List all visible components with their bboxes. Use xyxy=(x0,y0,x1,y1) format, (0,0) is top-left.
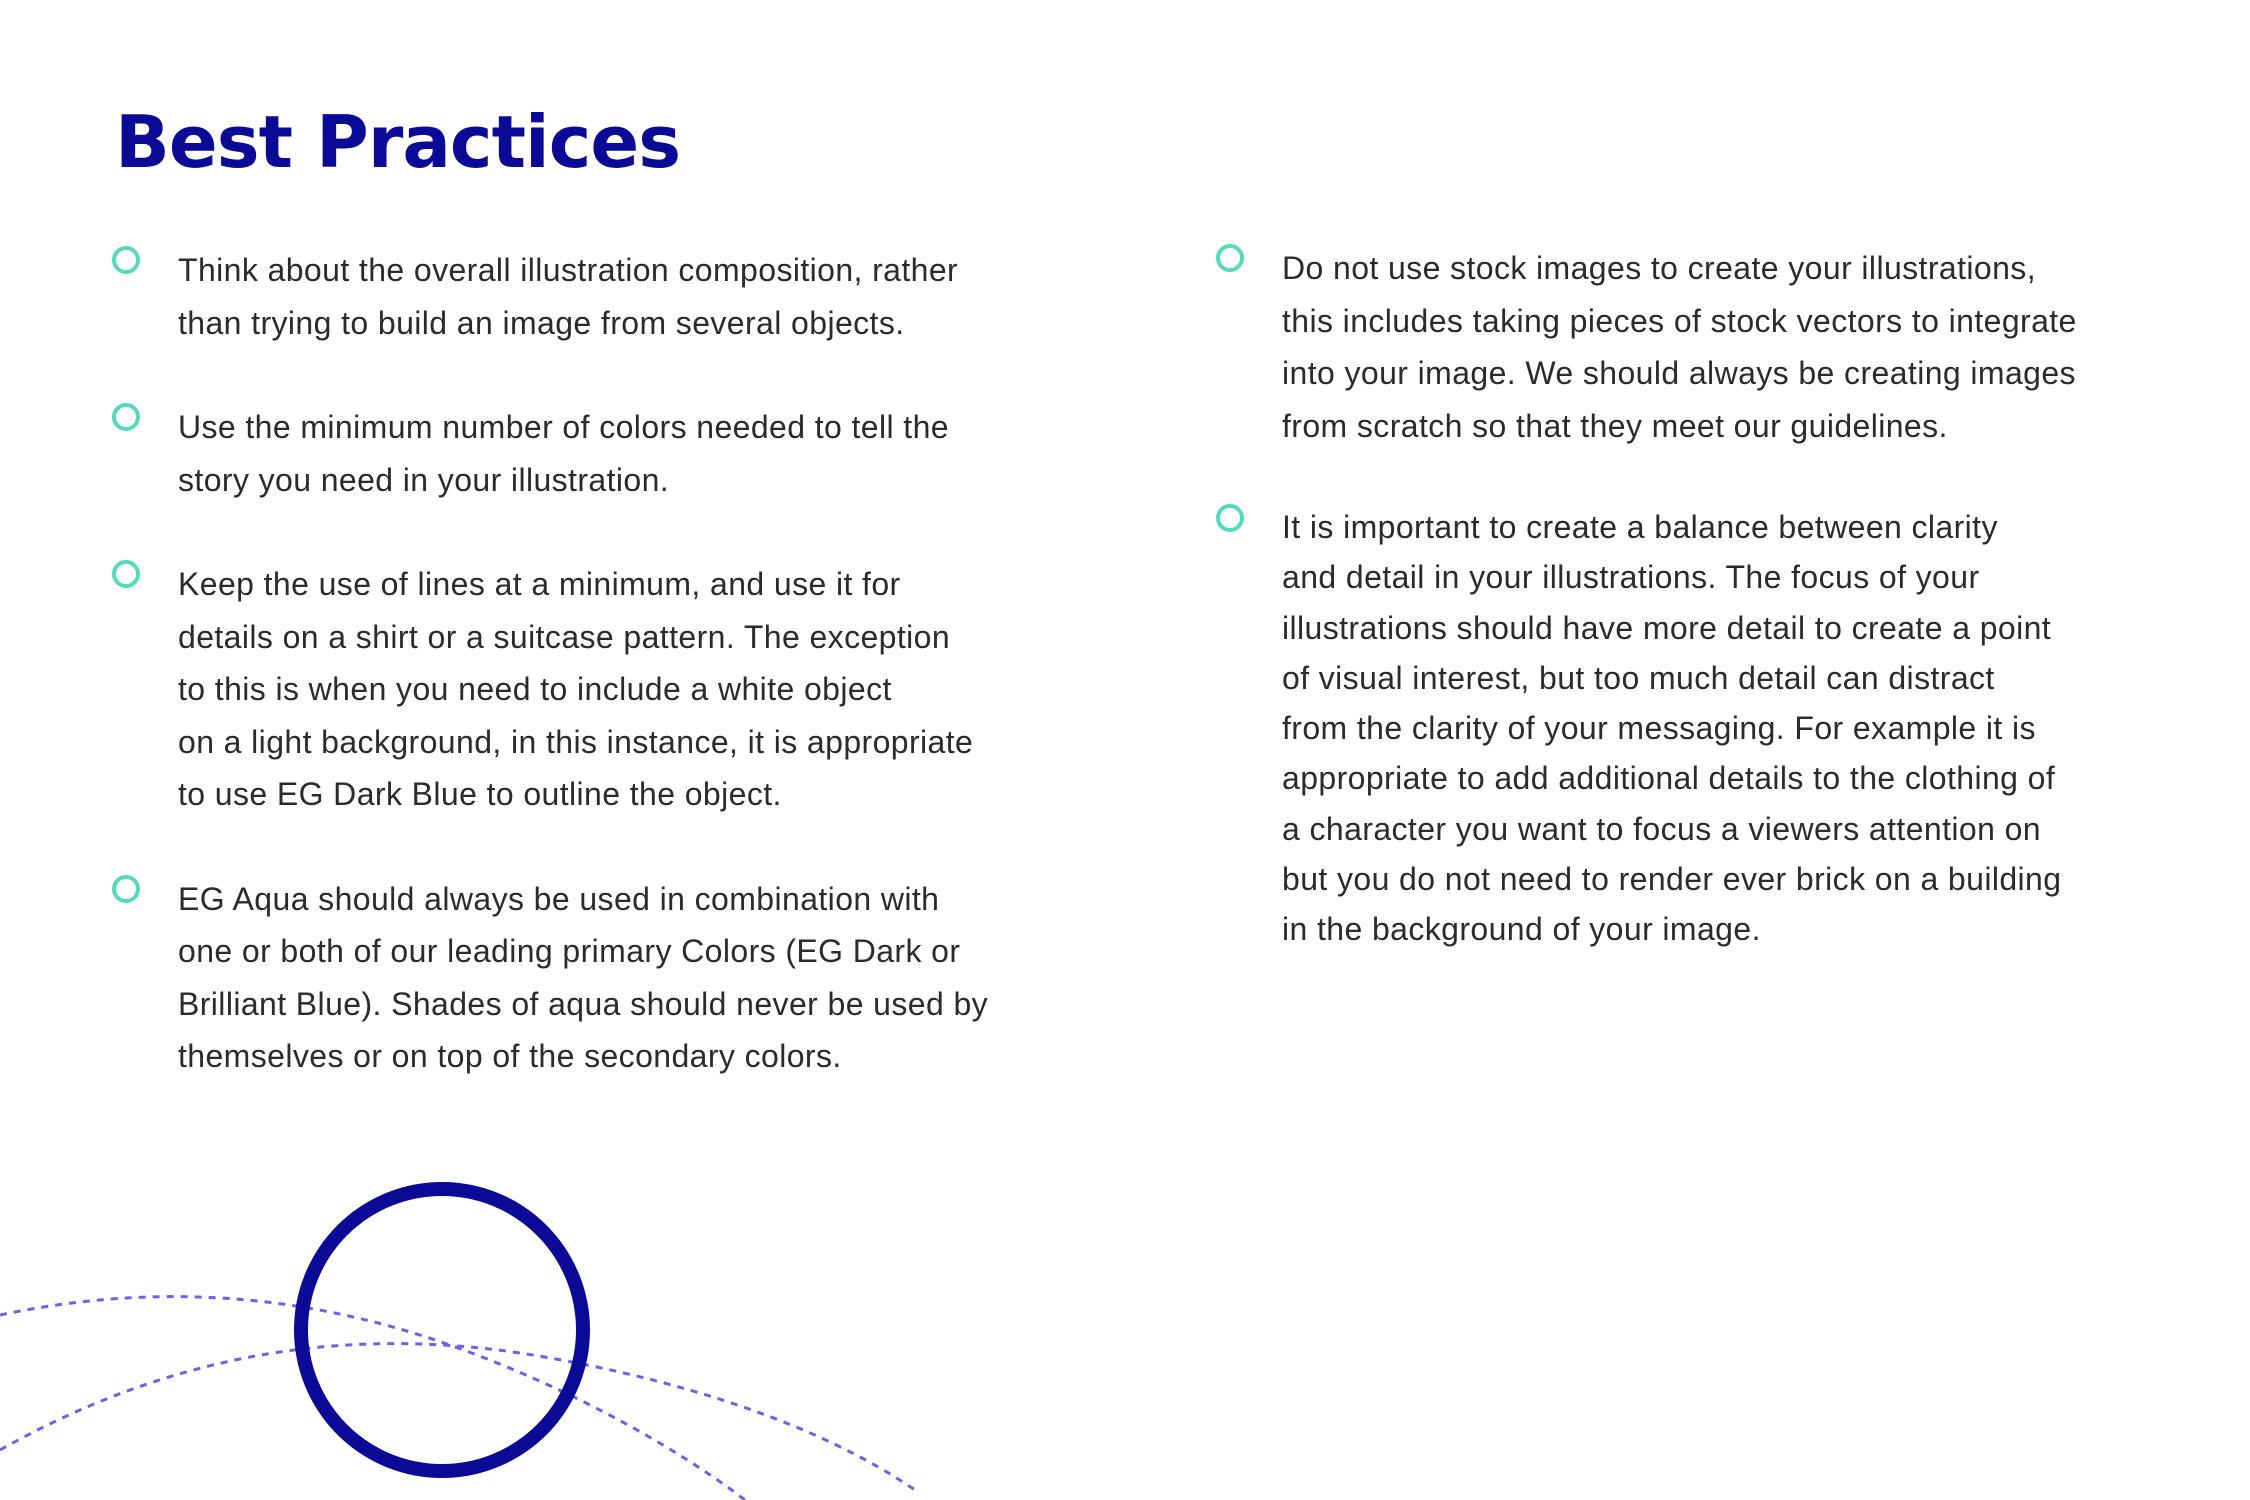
text-line: appropriate to add additional details to the clothing of xyxy=(1282,760,2056,797)
text-line: Keep the use of lines at a minimum, and use it for xyxy=(178,566,901,602)
text-line: but you do not need to render ever brick on a building xyxy=(1282,861,2062,898)
ring-bullet-icon xyxy=(1216,504,1244,532)
text-line: Use the minimum number of colors needed to tell the xyxy=(178,409,949,445)
text-line: It is important to create a balance between clarity xyxy=(1282,509,1998,545)
list-item xyxy=(112,558,1072,821)
text-line: from scratch so that they meet our guidelines. xyxy=(1282,407,1948,444)
text-line: Brilliant Blue). Shades of aqua should never be used by xyxy=(178,985,989,1022)
text-line: EG Aqua should always be used in combination with xyxy=(178,880,940,917)
text-line: of visual interest, but too much detail can distract xyxy=(1282,659,1995,696)
text-line: this includes taking pieces of stock vectors to integrate xyxy=(1282,302,2077,339)
text-line: into your image. We should always be creating images xyxy=(1282,355,2076,391)
text-line: Think about the overall illustration composition, rather xyxy=(178,252,959,288)
bullet-text xyxy=(178,401,1072,506)
ring-bullet-icon xyxy=(1216,244,1244,272)
text-line: Do not use stock images to create your illustrations, xyxy=(1282,250,2036,286)
list-item xyxy=(112,401,1072,506)
text-line: story you need in your illustration. xyxy=(178,461,670,498)
bullet-text xyxy=(178,873,1072,1083)
list-item xyxy=(1216,502,2176,955)
text-line: to this is when you need to include a white object xyxy=(178,671,892,707)
bullet-text xyxy=(178,558,1072,821)
text-line: on a light background, in this instance, it is appropriate xyxy=(178,723,974,760)
text-line: from the clarity of your messaging. For example it is xyxy=(1282,710,2036,747)
ring-bullet-icon xyxy=(112,403,140,431)
left-bullet-list xyxy=(112,244,1072,1135)
list-item xyxy=(112,873,1072,1083)
text-line: themselves or on top of the secondary colors. xyxy=(178,1038,842,1074)
text-line: and detail in your illustrations. The focus of your xyxy=(1282,559,1980,596)
bullet-text xyxy=(1282,502,2176,955)
text-line: a character you want to focus a viewers attention on xyxy=(1282,810,2041,847)
decorative-orbit-graphic xyxy=(0,1150,1000,1500)
text-line: one or both of our leading primary Colors (EG Dark or xyxy=(178,933,961,969)
list-item xyxy=(1216,242,2176,452)
right-bullet-list xyxy=(1216,242,2176,1005)
text-line: to use EG Dark Blue to outline the object. xyxy=(178,776,782,812)
ring-circle-icon xyxy=(301,1189,583,1471)
dashed-arc-1 xyxy=(0,1297,745,1500)
text-line: details on a shirt or a suitcase pattern. The exception xyxy=(178,618,951,655)
ring-bullet-icon xyxy=(112,875,140,903)
ring-bullet-icon xyxy=(112,246,140,274)
text-line: in the background of your image. xyxy=(1282,911,1761,948)
text-line: than trying to build an image from several objects. xyxy=(178,304,905,341)
list-item xyxy=(112,244,1072,349)
bullet-text xyxy=(1282,242,2176,452)
page-title: Best Practices xyxy=(115,100,681,184)
bullet-text xyxy=(178,244,1072,349)
text-line: illustrations should have more detail to create a point xyxy=(1282,609,2052,646)
ring-bullet-icon xyxy=(112,560,140,588)
